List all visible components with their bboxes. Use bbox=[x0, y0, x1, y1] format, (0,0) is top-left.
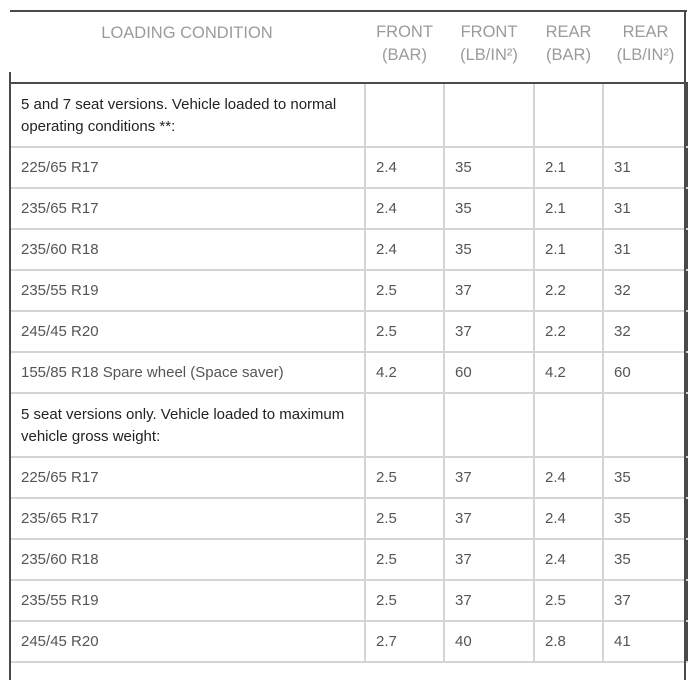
tyre-size-cell: 235/65 R17 bbox=[10, 188, 365, 229]
group-empty-cell bbox=[365, 83, 444, 147]
pressure-cell-rear-bar: 2.4 bbox=[534, 539, 603, 580]
group-empty-cell bbox=[365, 393, 444, 457]
table-row bbox=[10, 188, 687, 229]
pressure-cell-rear-lb: 60 bbox=[603, 352, 687, 393]
pressure-cell-rear-bar: 2.2 bbox=[534, 311, 603, 352]
pressure-cell-rear-lb: 31 bbox=[603, 229, 687, 270]
pressure-cell-rear-bar: 2.5 bbox=[534, 580, 603, 621]
pressure-cell-front-lb: 60 bbox=[444, 352, 534, 393]
pressure-cell-front-lb: 37 bbox=[444, 270, 534, 311]
pressure-cell-front-bar: 2.7 bbox=[365, 621, 444, 662]
pressure-cell-rear-bar: 2.2 bbox=[534, 270, 603, 311]
header-rear-bar-line2: (BAR) bbox=[546, 46, 591, 64]
pressure-cell-rear-bar: 4.2 bbox=[534, 352, 603, 393]
group-empty-cell bbox=[603, 393, 687, 457]
header-rear-lb bbox=[603, 11, 687, 83]
header-front-lb-line2: (LB/IN²) bbox=[460, 46, 518, 64]
pressure-cell-front-bar: 2.4 bbox=[365, 229, 444, 270]
header-rear-bar bbox=[534, 11, 603, 83]
tyre-size-cell: 155/85 R18 Spare wheel (Space saver) bbox=[10, 352, 365, 393]
tyre-size-cell: 235/60 R18 bbox=[10, 229, 365, 270]
pressure-cell-front-lb: 35 bbox=[444, 147, 534, 188]
header-front-lb-line1: FRONT bbox=[460, 23, 518, 41]
table-row bbox=[10, 457, 687, 498]
table-body bbox=[10, 83, 687, 662]
group-empty-cell bbox=[534, 393, 603, 457]
table-row bbox=[10, 311, 687, 352]
tyre-size-cell: 235/60 R18 bbox=[10, 539, 365, 580]
header-loading-condition-label: LOADING CONDITION bbox=[101, 24, 273, 42]
group-label: 5 and 7 seat versions. Vehicle loaded to normal operating conditions **: bbox=[10, 83, 365, 147]
table-header bbox=[10, 11, 687, 83]
pressure-cell-rear-lb: 35 bbox=[603, 457, 687, 498]
pressure-cell-front-lb: 37 bbox=[444, 580, 534, 621]
pressure-cell-front-lb: 35 bbox=[444, 229, 534, 270]
pressure-cell-front-lb: 35 bbox=[444, 188, 534, 229]
pressure-cell-front-lb: 40 bbox=[444, 621, 534, 662]
table-row bbox=[10, 147, 687, 188]
pressure-cell-front-lb: 37 bbox=[444, 457, 534, 498]
tyre-size-cell: 235/55 R19 bbox=[10, 580, 365, 621]
group-empty-cell bbox=[444, 83, 534, 147]
header-rear-bar-line1: REAR bbox=[545, 23, 592, 41]
pressure-cell-rear-lb: 31 bbox=[603, 188, 687, 229]
pressure-cell-front-lb: 37 bbox=[444, 498, 534, 539]
pressure-cell-front-bar: 2.5 bbox=[365, 580, 444, 621]
pressure-cell-front-bar: 2.4 bbox=[365, 147, 444, 188]
tyre-size-cell: 245/45 R20 bbox=[10, 621, 365, 662]
table-row bbox=[10, 580, 687, 621]
tyre-size-cell: 245/45 R20 bbox=[10, 311, 365, 352]
table-row bbox=[10, 270, 687, 311]
tyre-size-cell: 235/65 R17 bbox=[10, 498, 365, 539]
pressure-cell-rear-lb: 41 bbox=[603, 621, 687, 662]
tyre-pressure-table-wrapper bbox=[9, 10, 686, 663]
header-loading-condition bbox=[10, 11, 365, 83]
tyre-size-cell: 225/65 R17 bbox=[10, 457, 365, 498]
header-front-bar-line1: FRONT bbox=[376, 23, 433, 41]
header-front-bar bbox=[365, 11, 444, 83]
pressure-cell-front-bar: 2.4 bbox=[365, 188, 444, 229]
group-empty-cell bbox=[534, 83, 603, 147]
group-header-row bbox=[10, 83, 687, 147]
pressure-cell-rear-lb: 35 bbox=[603, 539, 687, 580]
header-rear-lb-line2: (LB/IN²) bbox=[616, 46, 675, 64]
table-row bbox=[10, 498, 687, 539]
left-border-divider bbox=[9, 72, 11, 680]
pressure-cell-rear-bar: 2.1 bbox=[534, 188, 603, 229]
table-row bbox=[10, 539, 687, 580]
group-empty-cell bbox=[444, 393, 534, 457]
pressure-cell-rear-bar: 2.8 bbox=[534, 621, 603, 662]
group-header-row bbox=[10, 393, 687, 457]
pressure-cell-rear-bar: 2.4 bbox=[534, 457, 603, 498]
pressure-cell-rear-lb: 31 bbox=[603, 147, 687, 188]
pressure-cell-rear-bar: 2.1 bbox=[534, 147, 603, 188]
header-rear-lb-line1: REAR bbox=[622, 23, 669, 41]
pressure-cell-front-lb: 37 bbox=[444, 311, 534, 352]
header-row bbox=[10, 11, 687, 83]
pressure-cell-front-bar: 2.5 bbox=[365, 457, 444, 498]
right-border-divider bbox=[684, 10, 686, 680]
header-front-bar-line2: (BAR) bbox=[382, 46, 427, 64]
pressure-cell-rear-lb: 32 bbox=[603, 270, 687, 311]
pressure-cell-front-bar: 2.5 bbox=[365, 311, 444, 352]
pressure-cell-rear-lb: 35 bbox=[603, 498, 687, 539]
pressure-cell-front-bar: 2.5 bbox=[365, 498, 444, 539]
tyre-size-cell: 235/55 R19 bbox=[10, 270, 365, 311]
pressure-cell-rear-bar: 2.1 bbox=[534, 229, 603, 270]
pressure-cell-front-lb: 37 bbox=[444, 539, 534, 580]
group-empty-cell bbox=[603, 83, 687, 147]
pressure-cell-rear-bar: 2.4 bbox=[534, 498, 603, 539]
group-label: 5 seat versions only. Vehicle loaded to maximum vehicle gross weight: bbox=[10, 393, 365, 457]
pressure-cell-front-bar: 2.5 bbox=[365, 539, 444, 580]
pressure-cell-front-bar: 4.2 bbox=[365, 352, 444, 393]
pressure-cell-rear-lb: 32 bbox=[603, 311, 687, 352]
table-row bbox=[10, 621, 687, 662]
pressure-cell-front-bar: 2.5 bbox=[365, 270, 444, 311]
header-front-lb bbox=[444, 11, 534, 83]
tyre-size-cell: 225/65 R17 bbox=[10, 147, 365, 188]
table-row bbox=[10, 352, 687, 393]
table-row bbox=[10, 229, 687, 270]
tyre-pressure-table bbox=[9, 10, 688, 663]
pressure-cell-rear-lb: 37 bbox=[603, 580, 687, 621]
